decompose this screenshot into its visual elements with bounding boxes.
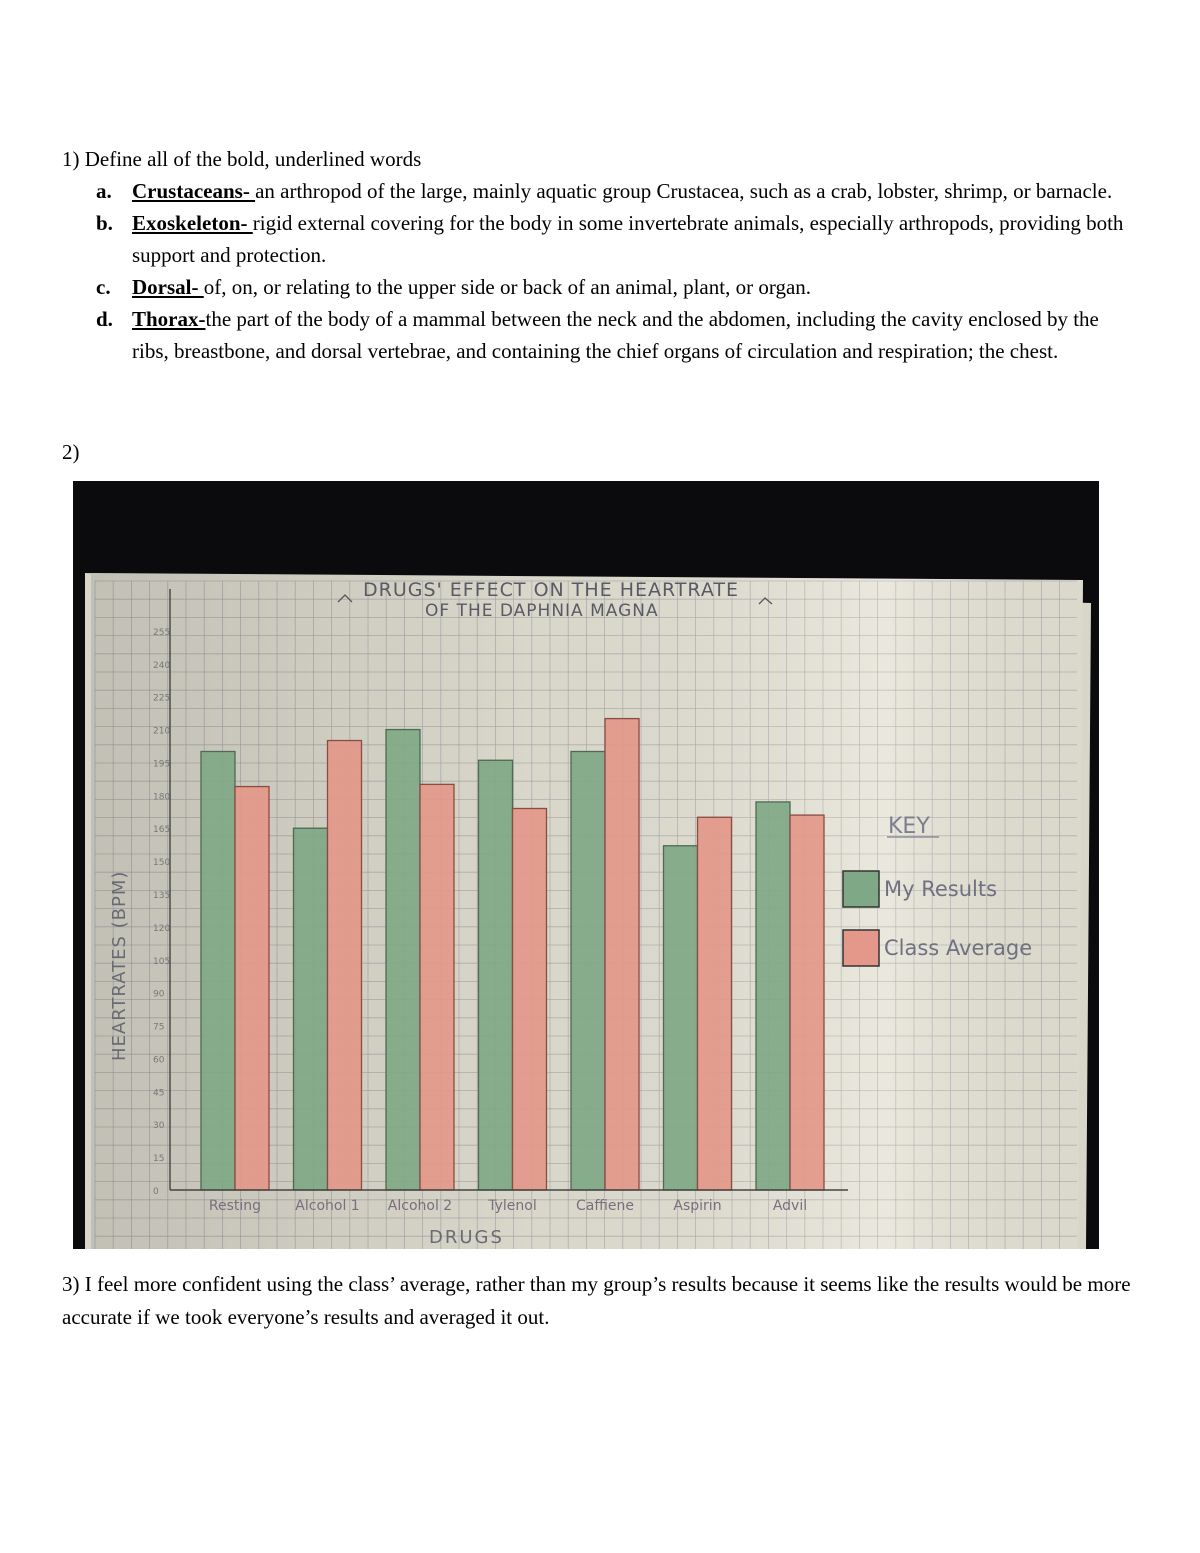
chart-title-line2: OF THE DAPHNIA MAGNA [425,601,659,621]
term: Dorsal- [132,275,204,299]
y-tick-label: 75 [153,1022,165,1033]
x-tick-label: Resting [208,1198,262,1214]
y-tick-label: 105 [153,956,171,967]
y-tick-label: 0 [153,1187,159,1197]
definition-body [132,175,1126,207]
definition-text: the part of the body of a mammal between the neck and the abdomen, including the cavity enclosed by the ribs, breastbone, and dorsal vertebrae, and containing the chief organs of circulation and respiration; the chest. [132,307,1099,363]
definition-text: an arthropod of the large, mainly aquatic group Crustacea, such as a crab, lobster, shrimp, or barnacle. [255,179,1113,203]
y-tick-label: 255 [153,627,171,638]
y-tick-label: 120 [153,923,171,934]
bar-class-average-4 [605,719,639,1190]
bar-my-results-2 [386,730,420,1190]
bar-class-average-0 [235,787,269,1190]
x-tick-label: Alcohol 1 [295,1198,360,1214]
bar-class-average-5 [698,817,732,1190]
x-tick-label: Aspirin [673,1198,722,1214]
y-tick-label: 30 [153,1121,165,1132]
bar-my-results-6 [756,802,790,1190]
y-tick-label: 195 [153,759,171,770]
legend-swatch-class-average [843,930,879,966]
y-tick-label: 90 [153,989,165,1000]
legend-swatch-my-results [843,871,879,907]
y-tick-label: 15 [153,1154,165,1165]
bar-class-average-2 [420,784,454,1190]
term: Crustaceans- [132,179,256,203]
definition-list [96,175,1126,367]
question-2-label: 2) [62,440,80,464]
definition-item [96,271,1126,303]
definition-text: rigid external covering for the body in some invertebrate animals, especially arthropods, providing both support and protection. [132,211,1124,267]
item-letter: b. [96,211,113,235]
bar-class-average-3 [513,808,547,1190]
chart-photo [73,481,1099,1249]
bar-class-average-1 [328,741,362,1190]
definition-body [132,271,1126,303]
legend-label-my-results: My Results [884,877,998,901]
y-axis-label: HEARTRATES (BPM) [109,870,130,1061]
bar-chart [73,481,1099,1249]
x-tick-label: Alcohol 2 [387,1198,453,1214]
y-tick-label: 135 [153,891,171,901]
definition-body [132,207,1126,271]
bar-my-results-1 [294,828,328,1190]
definition-item [96,207,1126,271]
bar-my-results-5 [664,846,698,1190]
term: Exoskeleton- [132,211,253,235]
item-letter: a. [96,179,112,203]
bar-class-average-6 [790,815,824,1190]
legend-title: KEY [888,814,930,839]
x-tick-label: Advil [772,1198,808,1214]
definition-text: of, on, or relating to the upper side or back of an animal, plant, or organ. [203,275,812,299]
definition-body [132,303,1126,367]
y-tick-label: 45 [153,1088,165,1099]
x-tick-label: Tylenol [488,1198,537,1214]
y-tick-label: 165 [153,825,171,836]
question-3-answer: 3) I feel more confident using the class’ average, rather than my group’s results because it seems like the results would be more accurate if we took everyone’s results and averaged it out. [62,1272,1131,1329]
y-tick-label: 240 [153,660,171,671]
bar-my-results-3 [479,760,513,1190]
x-axis-label: DRUGS [429,1227,504,1248]
chart-title-line1: DRUGS' EFFECT ON THE HEARTRATE [363,579,739,601]
y-tick-label: 210 [153,726,171,737]
item-letter: c. [96,275,111,299]
x-tick-label: Caffiene [576,1198,634,1214]
x-tick-labels [209,1198,807,1214]
term: Thorax- [132,307,206,331]
bar-my-results-4 [571,751,605,1190]
y-tick-label: 180 [153,792,171,803]
y-tick-label: 150 [153,858,171,869]
legend-label-class-average: Class Average [884,936,1033,960]
item-letter: d. [96,307,113,331]
question-1-label: 1) Define all of the bold, underlined words [62,147,422,171]
definition-item [96,303,1126,367]
bar-my-results-0 [201,751,235,1190]
y-tick-label: 225 [153,693,171,704]
y-tick-label: 60 [153,1055,165,1066]
definition-item [96,175,1126,207]
